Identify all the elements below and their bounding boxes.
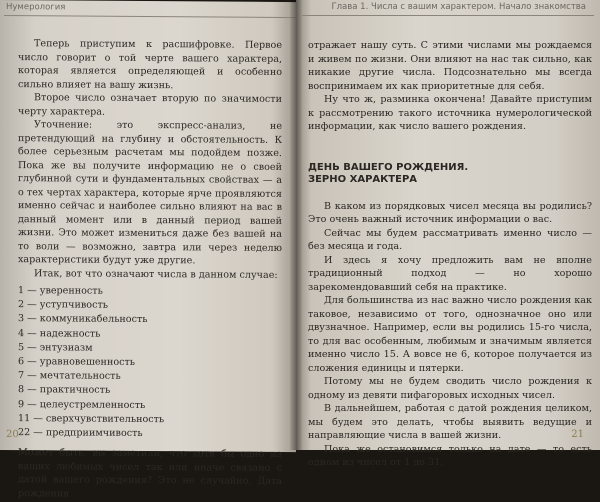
- left-page: [0, 0, 296, 500]
- list-item: 8 — практичность: [18, 384, 111, 397]
- right-paragraph-4: Для большинства из нас важно число рождения как таковое, независимо от того, однозначное оно или двузначное. Например, если вы родились 15-го числа, то для вас особенным, любимым и значимым является именно число 15. А вовсе не 6, которое получается из сложения единицы и пятерки.: [308, 295, 592, 374]
- list-item: 6 — уравновешенность: [18, 356, 136, 368]
- list-item: 4 — надежность: [18, 327, 101, 340]
- list-item: 9 — целеустремленность: [18, 398, 146, 411]
- left-paragraph-1: Теперь приступим к расшифровке. Первое число говорит о той черте вашего характера, которая является определяющей и особенно сильно влияет на вашу жизнь.: [18, 38, 282, 91]
- right-page-number: 21: [571, 429, 584, 440]
- left-running-head: Нумерология: [6, 2, 66, 13]
- list-item: 11 — сверхчувствительность: [18, 412, 165, 425]
- list-item: 22 — предприимчивость: [18, 427, 143, 440]
- left-page-number: 20: [6, 429, 19, 441]
- section-heading: [308, 162, 592, 186]
- section-heading-line-2: ЗЕРНО ХАРАКТЕРА: [308, 173, 418, 185]
- right-header-rule: [302, 15, 594, 16]
- left-paragraph-3: Уточнение: это экспресс-анализ, не претендующий на глубину и обстоятельность. К более серьезным расчетам мы подойдем позже. Пока же вы получите информацию не о своей глубинной сути и фундаментальных свойствах — а о тех чертах характера, которые ярче проявляются именно сейчас и наиболее сильно влияют на вас в данный момент или в данный период вашей жизни. Это может измениться даже без вашей на то воли — возможно, завтра или через неделю характеристики будут уже другие.: [18, 119, 282, 267]
- right-paragraph-2: Сейчас мы будем рассматривать именно число — без месяца и года.: [308, 227, 592, 252]
- list-item: 3 — коммуникабельность: [18, 313, 148, 326]
- right-paragraph-7: Пока же остановимся только на дате — то есть одном из чисел от 1 до 31.: [308, 443, 592, 468]
- right-paragraph-3: И здесь я хочу предложить вам не вполне традиционный подход — но хорошо зарекомендовавший себя на практике.: [308, 254, 592, 293]
- right-running-head: Глава 1. Числа с вашим характером. Начало знакомства: [331, 2, 586, 12]
- left-body-text: [18, 37, 282, 502]
- left-paragraph-2: Второе число означает вторую по значимости черту характера.: [18, 92, 282, 118]
- list-item: 1 — уверенность: [18, 285, 103, 297]
- list-item: 7 — мечтательность: [18, 370, 121, 383]
- number-meaning-list: [18, 284, 282, 442]
- right-paragraph-6: В дальнейшем, работая с датой рождения целиком, мы будем это делать, чтобы выявить ведущие и направляющие числа в вашей жизни.: [308, 403, 592, 441]
- right-intro-paragraph-2: Ну что ж, разминка окончена! Давайте приступим к рассмотрению такого источника нумерологической информации, как число вашего рождения.: [308, 94, 592, 132]
- left-closing-paragraph: Может быть, вы заметили, что хотя бы одно из ваших любимых чисел так или иначе связано с датой вашего рождения? Это не случайно. Дата рождения: [18, 447, 282, 500]
- right-paragraph-1: В каком из порядковых чисел месяца вы родились? Это очень важный источник информации о вас.: [308, 200, 592, 225]
- list-item: 2 — уступчивость: [18, 299, 108, 311]
- right-paragraph-5: Потому мы не будем сводить число рождения к одному из девяти пифагоровых исходных чисел.: [308, 376, 592, 401]
- left-header-rule: [4, 15, 296, 18]
- left-paragraph-4: Итак, вот что означают числа в данном случае:: [34, 267, 278, 281]
- book-gutter: [290, 0, 302, 450]
- right-intro-paragraph-1: отражает нашу суть. С этими числами мы рождаемся и живем по жизни. Они влияют на нас так сильно, как никакие другие числа. Подсознательно мы всегда воспринимаем их как приоритетные для себя.: [308, 40, 592, 92]
- list-item: 5 — энтузиазм: [18, 341, 93, 354]
- right-page: [296, 0, 600, 468]
- section-heading-line-1: ДЕНЬ ВАШЕГО РОЖДЕНИЯ.: [308, 161, 469, 173]
- right-body-text: [308, 39, 592, 470]
